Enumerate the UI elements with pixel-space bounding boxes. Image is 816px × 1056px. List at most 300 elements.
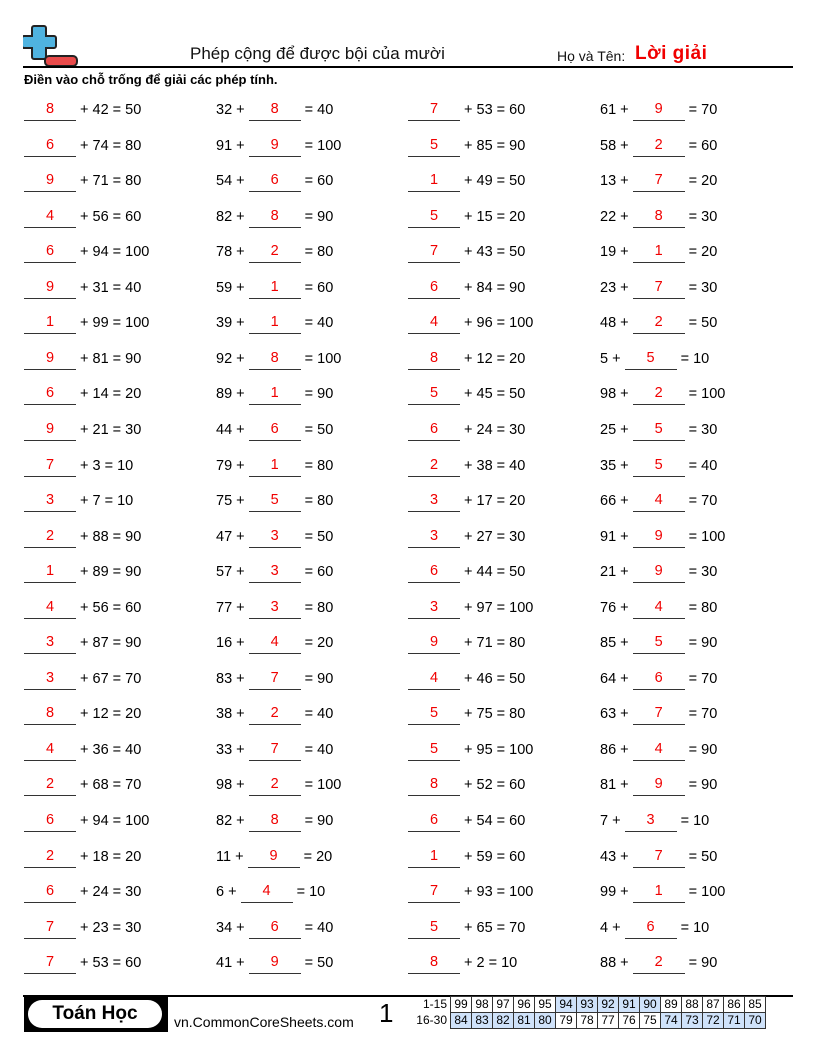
answer-blank[interactable]: 1 xyxy=(633,882,685,903)
plus-sign: + xyxy=(616,884,629,901)
answer-blank[interactable]: 9 xyxy=(249,953,301,974)
problem-item xyxy=(408,879,533,903)
answer-blank[interactable]: 2 xyxy=(24,527,76,548)
answer-blank[interactable]: 9 xyxy=(408,633,460,654)
answer-blank[interactable]: 3 xyxy=(249,598,301,619)
score-cell: 91 xyxy=(619,997,640,1013)
equals-sign: = xyxy=(688,137,702,154)
answer-blank[interactable]: 1 xyxy=(633,242,685,263)
sum: 100 xyxy=(125,315,150,332)
sum: 100 xyxy=(317,137,342,154)
equals-sign: = xyxy=(688,279,702,296)
answer-blank[interactable]: 6 xyxy=(408,420,460,441)
answer-blank[interactable]: 7 xyxy=(408,882,460,903)
equals-sign: = xyxy=(484,955,502,972)
answer-blank[interactable]: 8 xyxy=(249,811,301,832)
answer-blank[interactable]: 8 xyxy=(408,953,460,974)
answer-blank[interactable]: 3 xyxy=(24,633,76,654)
answer-blank[interactable]: 8 xyxy=(249,349,301,370)
problem-item xyxy=(216,844,332,868)
equals-sign: = xyxy=(492,706,510,723)
plus-sign: + xyxy=(464,919,477,936)
answer-blank[interactable]: 5 xyxy=(408,136,460,157)
answer-blank[interactable]: 2 xyxy=(249,775,301,796)
answer-blank[interactable]: 3 xyxy=(249,562,301,583)
problem-item xyxy=(408,524,525,548)
addend: 34 xyxy=(216,919,233,936)
sum: 30 xyxy=(509,421,526,438)
sum: 70 xyxy=(701,493,718,510)
equals-sign: = xyxy=(108,599,126,616)
score-cell: 93 xyxy=(577,997,598,1013)
answer-blank[interactable]: 6 xyxy=(24,136,76,157)
problem-item xyxy=(24,772,141,796)
sum: 70 xyxy=(701,670,718,687)
equals-sign: = xyxy=(492,670,510,687)
answer-blank[interactable]: 4 xyxy=(633,598,685,619)
addend: 89 xyxy=(92,564,109,581)
equals-sign: = xyxy=(108,208,126,225)
sum: 40 xyxy=(509,457,526,474)
sum: 20 xyxy=(125,706,142,723)
plus-sign: + xyxy=(232,635,245,652)
addend: 59 xyxy=(216,279,233,296)
plus-sign: + xyxy=(464,279,477,296)
answer-blank[interactable]: 9 xyxy=(248,847,300,868)
answer-blank[interactable]: 3 xyxy=(24,669,76,690)
sum: 90 xyxy=(317,670,334,687)
addend: 56 xyxy=(92,208,109,225)
answer-blank[interactable]: 3 xyxy=(24,491,76,512)
problem-item xyxy=(408,417,525,441)
answer-blank[interactable]: 6 xyxy=(24,242,76,263)
score-cell: 73 xyxy=(682,1013,703,1029)
answer-blank[interactable]: 7 xyxy=(633,847,685,868)
answer-blank[interactable]: 4 xyxy=(633,491,685,512)
answer-blank[interactable]: 9 xyxy=(249,136,301,157)
problem-item xyxy=(408,701,525,725)
sum: 50 xyxy=(317,955,334,972)
sum: 10 xyxy=(693,813,710,829)
sum: 40 xyxy=(701,457,718,474)
answer-blank[interactable]: 1 xyxy=(24,562,76,583)
equals-sign: = xyxy=(108,315,126,332)
problem-item xyxy=(600,239,717,263)
answer-blank[interactable]: 9 xyxy=(633,100,685,121)
answer-blank[interactable]: 4 xyxy=(241,882,293,903)
answer-blank[interactable]: 2 xyxy=(408,456,460,477)
plus-sign: + xyxy=(80,564,93,581)
answer-blank[interactable]: 8 xyxy=(408,775,460,796)
equals-sign: = xyxy=(688,421,702,438)
answer-blank[interactable]: 8 xyxy=(633,207,685,228)
addend: 23 xyxy=(600,279,617,296)
answer-blank[interactable]: 6 xyxy=(408,811,460,832)
answer-blank[interactable]: 7 xyxy=(633,278,685,299)
answer-blank[interactable]: 3 xyxy=(408,491,460,512)
addend: 56 xyxy=(92,599,109,616)
plus-sign: + xyxy=(464,741,477,758)
sum: 40 xyxy=(317,315,334,332)
equals-sign: = xyxy=(304,315,318,332)
addend: 6 xyxy=(216,884,225,901)
problem-item xyxy=(24,381,141,405)
addend: 48 xyxy=(600,315,617,332)
score-cell: 89 xyxy=(661,997,682,1013)
equals-sign: = xyxy=(304,244,318,261)
addend: 54 xyxy=(476,813,493,829)
addend: 11 xyxy=(216,848,232,865)
problem-item xyxy=(600,772,717,796)
sum: 20 xyxy=(316,848,333,865)
answer-blank[interactable]: 2 xyxy=(633,136,685,157)
problem-item xyxy=(408,808,525,832)
equals-sign: = xyxy=(108,955,126,972)
sum: 80 xyxy=(317,244,334,261)
equals-sign: = xyxy=(304,421,318,438)
score-key-row xyxy=(413,997,766,1013)
addend: 63 xyxy=(600,706,617,723)
sum: 30 xyxy=(701,421,718,438)
answer-blank[interactable]: 3 xyxy=(408,527,460,548)
answer-blank[interactable]: 5 xyxy=(633,633,685,654)
plus-sign: + xyxy=(80,706,93,723)
plus-sign: + xyxy=(232,421,245,438)
plus-sign: + xyxy=(464,457,477,474)
sum: 70 xyxy=(509,919,526,936)
sum: 60 xyxy=(125,955,142,972)
equals-sign: = xyxy=(492,421,510,438)
answer-blank[interactable]: 2 xyxy=(249,704,301,725)
answer-blank[interactable]: 7 xyxy=(249,669,301,690)
answer-blank[interactable]: 4 xyxy=(249,633,301,654)
answer-blank[interactable]: 8 xyxy=(249,207,301,228)
score-cell: 96 xyxy=(514,997,535,1013)
answer-blank[interactable]: 6 xyxy=(24,811,76,832)
answer-blank[interactable]: 7 xyxy=(633,171,685,192)
answer-blank[interactable]: 1 xyxy=(249,313,301,334)
plus-sign: + xyxy=(464,208,477,225)
answer-blank[interactable]: 9 xyxy=(633,562,685,583)
equals-sign: = xyxy=(492,635,510,652)
problem-item xyxy=(216,310,333,334)
answer-blank[interactable]: 5 xyxy=(633,456,685,477)
answer-blank[interactable]: 5 xyxy=(408,384,460,405)
sum: 60 xyxy=(125,208,142,225)
score-cell: 74 xyxy=(661,1013,682,1029)
answer-blank[interactable]: 7 xyxy=(249,740,301,761)
site-link[interactable]: vn.CommonCoreSheets.com xyxy=(174,1014,354,1030)
problem-item xyxy=(408,737,533,761)
equals-sign: = xyxy=(492,208,510,225)
answer-blank[interactable]: 5 xyxy=(408,918,460,939)
sum: 30 xyxy=(509,528,526,545)
problem-item xyxy=(24,168,141,192)
answer-blank[interactable]: 9 xyxy=(633,775,685,796)
sum: 50 xyxy=(509,670,526,687)
plus-sign: + xyxy=(616,741,629,758)
plus-sign: + xyxy=(616,706,629,723)
answer-blank[interactable]: 7 xyxy=(408,100,460,121)
answer-blank[interactable]: 5 xyxy=(408,207,460,228)
answer-blank[interactable]: 7 xyxy=(633,704,685,725)
addend: 44 xyxy=(216,421,233,438)
problem-item xyxy=(24,310,149,334)
addend: 53 xyxy=(476,102,493,118)
answer-blank[interactable]: 6 xyxy=(24,384,76,405)
problem-item xyxy=(600,133,717,157)
plus-sign: + xyxy=(80,386,93,403)
sum: 100 xyxy=(509,599,534,616)
problem-item xyxy=(216,595,333,619)
plus-sign: + xyxy=(616,635,629,652)
equals-sign: = xyxy=(688,208,702,225)
score-cell: 79 xyxy=(556,1013,577,1029)
plus-sign: + xyxy=(616,670,629,687)
answer-blank[interactable]: 8 xyxy=(408,349,460,370)
score-range-label: 1-15 xyxy=(422,997,447,1011)
sum: 60 xyxy=(701,137,718,154)
sum: 20 xyxy=(125,848,142,865)
answer-blank[interactable]: 4 xyxy=(24,207,76,228)
equals-sign: = xyxy=(108,528,126,545)
answer-blank[interactable]: 7 xyxy=(24,456,76,477)
answer-blank[interactable]: 6 xyxy=(249,420,301,441)
answer-blank[interactable]: 1 xyxy=(408,847,460,868)
answer-blank[interactable]: 4 xyxy=(408,313,460,334)
addend: 44 xyxy=(476,564,493,581)
problem-item xyxy=(600,595,717,619)
problem-item xyxy=(216,488,333,512)
problem-item xyxy=(24,204,141,228)
answer-blank[interactable]: 1 xyxy=(249,278,301,299)
sum: 60 xyxy=(509,848,526,865)
problem-item xyxy=(24,346,141,370)
sum: 100 xyxy=(509,741,534,758)
sum: 30 xyxy=(701,208,718,225)
answer-blank[interactable]: 3 xyxy=(625,811,677,832)
problem-item xyxy=(600,381,725,405)
addend: 46 xyxy=(476,670,493,687)
sum: 60 xyxy=(317,564,334,581)
addend: 85 xyxy=(600,635,617,652)
plus-sign: + xyxy=(464,848,477,865)
plus-sign: + xyxy=(232,528,245,545)
sum: 90 xyxy=(509,137,526,154)
equals-sign: = xyxy=(688,706,702,723)
addend: 97 xyxy=(476,599,493,616)
problem-item xyxy=(24,239,149,263)
answer-blank[interactable]: 3 xyxy=(249,527,301,548)
plus-sign: + xyxy=(616,173,629,190)
equals-sign: = xyxy=(680,919,694,936)
equals-sign: = xyxy=(492,173,510,190)
problem-item xyxy=(408,915,525,939)
plus-sign: + xyxy=(80,599,93,616)
equals-sign: = xyxy=(108,102,126,118)
equals-sign: = xyxy=(492,244,510,261)
addend: 96 xyxy=(476,315,493,332)
plus-sign: + xyxy=(232,208,245,225)
equals-sign: = xyxy=(304,635,318,652)
plus-sign: + xyxy=(80,919,93,936)
sum: 90 xyxy=(125,564,142,581)
problem-item xyxy=(216,808,333,832)
answer-blank[interactable]: 3 xyxy=(408,598,460,619)
score-cell: 99 xyxy=(451,997,472,1013)
plus-sign: + xyxy=(232,315,245,332)
addend: 65 xyxy=(476,919,493,936)
problem-item xyxy=(24,595,141,619)
problem-item xyxy=(408,275,525,299)
equals-sign: = xyxy=(108,741,126,758)
score-cell: 90 xyxy=(640,997,661,1013)
score-cell: 86 xyxy=(724,997,745,1013)
addend: 71 xyxy=(476,635,493,652)
plus-sign: + xyxy=(80,421,93,438)
answer-blank[interactable]: 8 xyxy=(24,100,76,121)
answer-blank[interactable]: 5 xyxy=(249,491,301,512)
plus-sign: + xyxy=(232,670,245,687)
addend: 38 xyxy=(216,706,233,723)
answer-blank[interactable]: 2 xyxy=(633,953,685,974)
answer-blank[interactable]: 9 xyxy=(633,527,685,548)
problem-item xyxy=(216,346,341,370)
sum: 100 xyxy=(701,884,726,901)
addend: 76 xyxy=(600,599,617,616)
score-cell: 78 xyxy=(577,1013,598,1029)
answer-blank[interactable]: 6 xyxy=(249,918,301,939)
answer-blank[interactable]: 7 xyxy=(24,953,76,974)
sum: 90 xyxy=(701,955,718,972)
plus-sign: + xyxy=(80,884,93,901)
answer-blank[interactable]: 1 xyxy=(249,384,301,405)
plus-sign: + xyxy=(80,244,93,261)
equals-sign: = xyxy=(688,670,702,687)
answer-blank[interactable]: 2 xyxy=(633,384,685,405)
problem-item xyxy=(600,559,717,583)
answer-blank[interactable]: 7 xyxy=(408,242,460,263)
addend: 38 xyxy=(476,457,493,474)
answer-blank[interactable]: 6 xyxy=(408,278,460,299)
answer-blank[interactable]: 7 xyxy=(24,918,76,939)
answer-blank[interactable]: 1 xyxy=(249,456,301,477)
equals-sign: = xyxy=(304,350,318,367)
plus-sign: + xyxy=(80,137,93,154)
sum: 50 xyxy=(125,102,142,118)
problem-item xyxy=(216,950,333,974)
problem-item xyxy=(24,97,141,121)
plus-sign: + xyxy=(616,208,629,225)
answer-blank[interactable]: 6 xyxy=(633,669,685,690)
answer-blank[interactable]: 4 xyxy=(408,669,460,690)
addend: 53 xyxy=(92,955,109,972)
addend: 64 xyxy=(600,670,617,687)
answer-blank[interactable]: 9 xyxy=(24,349,76,370)
equals-sign: = xyxy=(304,279,318,296)
answer-blank[interactable]: 6 xyxy=(24,882,76,903)
problem-item xyxy=(600,417,717,441)
equals-sign: = xyxy=(108,279,126,296)
addend: 49 xyxy=(476,173,493,190)
answer-blank[interactable]: 8 xyxy=(249,100,301,121)
name-value: Lời giải xyxy=(635,43,708,64)
answer-blank[interactable]: 5 xyxy=(633,420,685,441)
addend: 71 xyxy=(92,173,109,190)
equals-sign: = xyxy=(108,813,126,829)
equals-sign: = xyxy=(492,884,510,901)
plus-sign: + xyxy=(608,919,621,936)
answer-blank[interactable]: 8 xyxy=(24,704,76,725)
addend: 7 xyxy=(92,493,101,510)
plus-sign: + xyxy=(232,919,245,936)
answer-blank[interactable]: 4 xyxy=(24,598,76,619)
answer-blank[interactable]: 5 xyxy=(408,740,460,761)
answer-blank[interactable]: 5 xyxy=(408,704,460,725)
equals-sign: = xyxy=(492,493,510,510)
sum: 10 xyxy=(501,955,518,972)
equals-sign: = xyxy=(492,564,510,581)
sum: 50 xyxy=(509,173,526,190)
score-cell: 83 xyxy=(472,1013,493,1029)
answer-blank[interactable]: 6 xyxy=(249,171,301,192)
problem-item xyxy=(408,381,525,405)
answer-blank[interactable]: 6 xyxy=(625,918,677,939)
equals-sign: = xyxy=(688,955,702,972)
answer-blank[interactable]: 4 xyxy=(24,740,76,761)
addend: 94 xyxy=(92,813,109,829)
answer-blank[interactable]: 4 xyxy=(633,740,685,761)
score-cell: 75 xyxy=(640,1013,661,1029)
problem-item xyxy=(408,310,533,334)
equals-sign: = xyxy=(680,350,694,367)
plus-sign: + xyxy=(232,279,245,296)
sum: 90 xyxy=(701,777,718,794)
answer-blank[interactable]: 5 xyxy=(625,349,677,370)
addend: 91 xyxy=(216,137,233,154)
answer-blank[interactable]: 2 xyxy=(633,313,685,334)
answer-blank[interactable]: 9 xyxy=(24,171,76,192)
problem-item xyxy=(408,630,525,654)
problem-item xyxy=(24,915,141,939)
answer-blank[interactable]: 9 xyxy=(24,420,76,441)
problem-item xyxy=(24,488,133,512)
problem-item xyxy=(408,204,525,228)
answer-blank[interactable]: 6 xyxy=(408,562,460,583)
sum: 30 xyxy=(125,919,142,936)
equals-sign: = xyxy=(492,457,510,474)
problem-item xyxy=(600,204,717,228)
answer-blank[interactable]: 2 xyxy=(24,847,76,868)
sum: 20 xyxy=(509,493,526,510)
problem-item xyxy=(24,559,141,583)
problem-item xyxy=(600,488,717,512)
equals-sign: = xyxy=(492,599,510,616)
plus-sign: + xyxy=(616,848,629,865)
problem-item xyxy=(600,275,717,299)
problem-item xyxy=(408,559,525,583)
answer-blank[interactable]: 9 xyxy=(24,278,76,299)
plus-sign: + xyxy=(80,528,93,545)
problem-item xyxy=(408,772,525,796)
plus-sign: + xyxy=(232,102,245,118)
answer-blank[interactable]: 2 xyxy=(249,242,301,263)
answer-blank[interactable]: 1 xyxy=(24,313,76,334)
answer-blank[interactable]: 2 xyxy=(24,775,76,796)
sum: 50 xyxy=(509,564,526,581)
answer-blank[interactable]: 1 xyxy=(408,171,460,192)
plus-sign: + xyxy=(616,564,629,581)
